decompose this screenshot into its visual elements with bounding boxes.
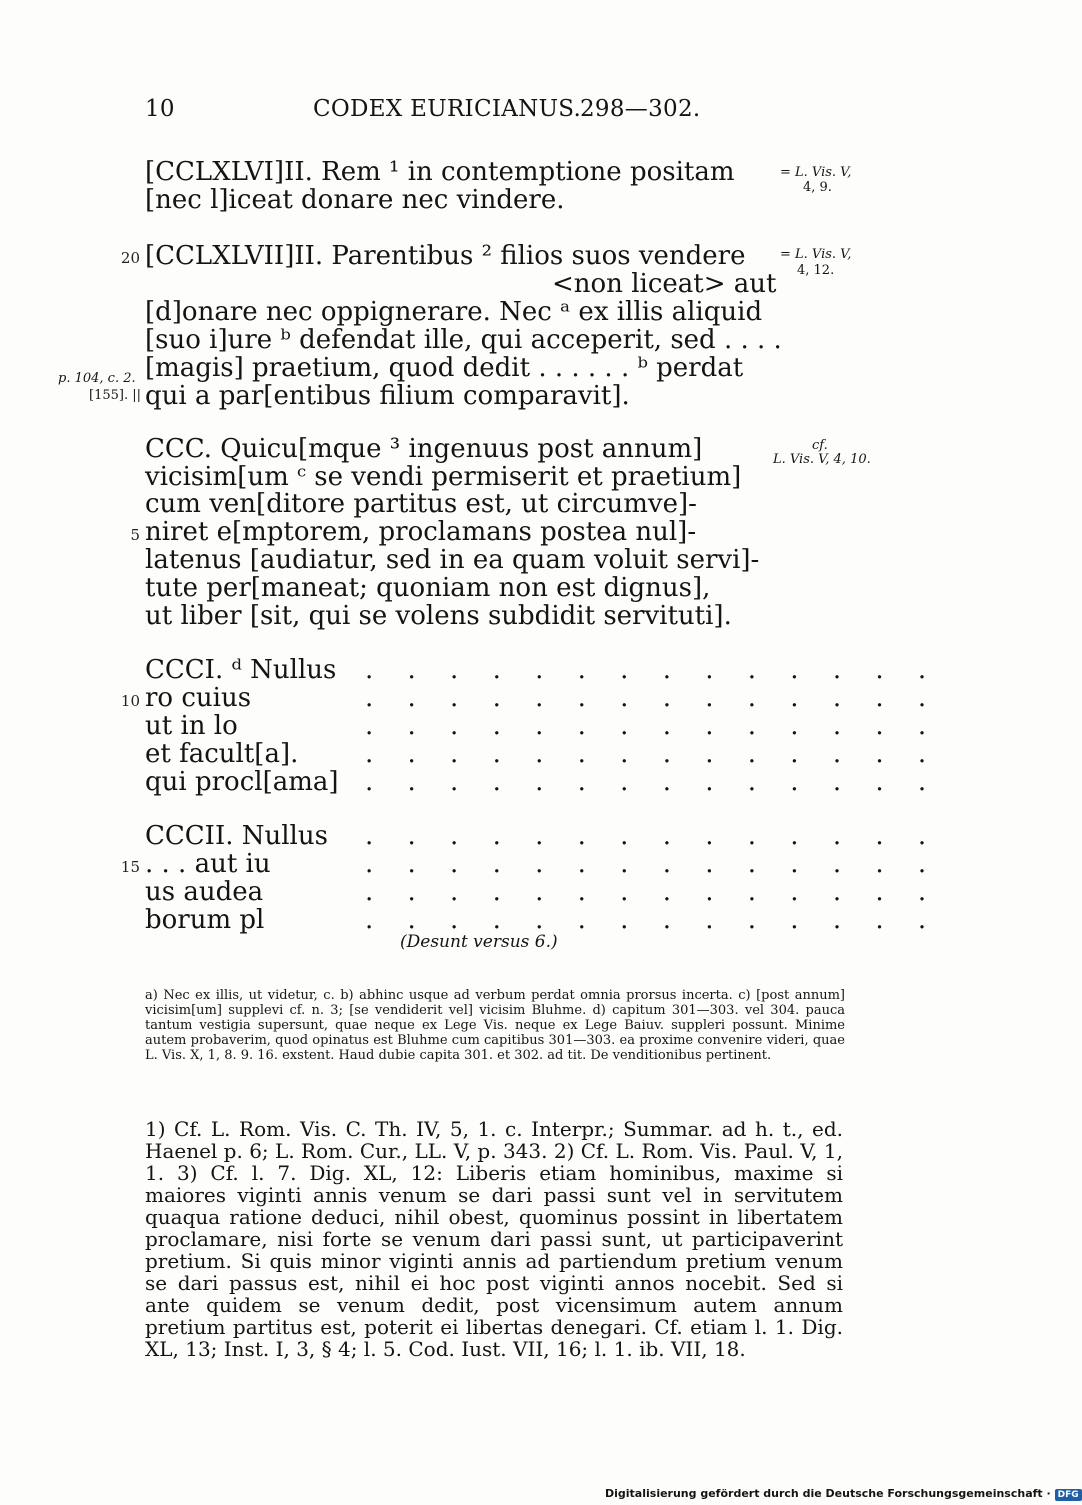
desunt-note: (Desunt versus 6.) — [400, 932, 558, 952]
ch301-dots2: . . . . . . . . . . . . . . — [365, 683, 940, 713]
ch298-line2: [nec l]iceat donare nec vindere. — [145, 185, 565, 215]
ch301-line5: qui procl[ama] — [145, 767, 339, 797]
ch300-line2: vicisim[um ᶜ se vendi permiserit et praetium] — [145, 462, 742, 492]
ch301-dots4: . . . . . . . . . . . . . . — [365, 739, 940, 769]
line-number-15: 15 — [120, 858, 140, 876]
ch298-margin-ref2: 4, 9. — [803, 180, 832, 195]
ch300-line1: CCC. Quicu[mque ³ ingenuus post annum] — [145, 434, 703, 464]
ch302-line3: us audea — [145, 877, 264, 907]
ch300-line6: tute per[maneat; quoniam non est dignus], — [145, 573, 711, 603]
digitization-credit-text: Digitalisierung gefördert durch die Deutsche Forschungsgemeinschaft · — [605, 1487, 1051, 1500]
side-ref-folio: [155]. || — [89, 388, 141, 403]
ch300-line3: cum ven[ditore partitus est, ut circumve]- — [145, 489, 697, 519]
ch302-dots1: . . . . . . . . . . . . . . — [365, 821, 940, 851]
ch299-line1: [CCLXLVII]II. Parentibus ² filios suos vendere — [145, 241, 746, 271]
side-ref-page: p. 104, c. 2. — [58, 371, 136, 386]
ch300-line7: ut liber [sit, qui se volens subdidit servituti]. — [145, 601, 732, 631]
ch302-line1: CCCII. Nullus — [145, 821, 328, 851]
page-number: 10 — [145, 96, 175, 122]
dfg-logo: DFG — [1055, 1489, 1082, 1501]
ch299-line6: qui a par[entibus filium comparavit]. — [145, 381, 630, 411]
ch299-margin-ref: = L. Vis. V, — [780, 247, 852, 262]
ch301-line3: ut in lo — [145, 711, 238, 741]
ch299-line2: <non liceat> aut — [552, 269, 777, 299]
ch301-line1: CCCI. ᵈ Nullus — [145, 655, 337, 685]
ch299-line4: [suo i]ure ᵇ defendat ille, qui acceperit, sed . . . . — [145, 325, 782, 355]
ch299-line3: [d]onare nec oppignerare. Nec ᵃ ex illis aliquid — [145, 297, 763, 327]
running-title: CODEX EURICIANUS. — [313, 96, 582, 122]
ch302-line2: . . . aut iu — [145, 849, 271, 879]
ch300-margin-ref2: L. Vis. V, 4, 10. — [773, 452, 871, 467]
ch301-dots1: . . . . . . . . . . . . . . — [365, 655, 940, 685]
digitization-credit — [605, 1487, 1082, 1501]
ch301-line4: et facult[a]. — [145, 739, 299, 769]
line-number-10: 10 — [120, 692, 140, 710]
ch299-margin-ref2: 4, 12. — [797, 263, 835, 278]
apparatus-criticus: a) Nec ex illis, ut videtur, c. b) abhinc usque ad verbum perdat omnia prorsus incerta. c) [post annum] vicisim[um] supplevi cf. n. 3; [se vendiderit vel] vicisim Bluhme. d) capitum 301—303. vel 304. pauca tantum vestigia supersunt, quae neque ex Lege Vis. neque ex Lege Baiuv. suppleri possunt. Minime autem probaverim, quod opinatus est Bluhme cum capitibus 301—303. ea proxime convenire videri, quae L. Vis. X, 1, 8. 9. 16. exstent. Haud dubie capita 301. et 302. ad tit. De venditionibus pertinent. — [145, 988, 845, 1063]
ch299-line5: [magis] praetium, quod dedit . . . . . . ᵇ perdat — [145, 353, 744, 383]
line-number-20: 20 — [120, 249, 140, 267]
ch298-margin-ref: = L. Vis. V, — [780, 165, 852, 180]
ch300-line4: niret e[mptorem, proclamans postea nul]- — [145, 517, 697, 547]
ch302-line4: borum pl — [145, 905, 265, 935]
ch301-dots3: . . . . . . . . . . . . . . — [365, 711, 940, 741]
chapter-range: 298—302. — [580, 96, 701, 122]
ch298-line1: [CCLXLVI]II. Rem ¹ in contemptione positam — [145, 157, 735, 187]
ch301-line2: ro cuius — [145, 683, 252, 713]
ch300-line5: latenus [audiatur, sed in ea quam voluit servi]- — [145, 545, 760, 575]
ch300-margin-ref1: cf. — [812, 438, 828, 453]
ch302-dots4: . . . . . . . . . . . . . . — [365, 905, 940, 935]
ch302-dots2: . . . . . . . . . . . . . . — [365, 849, 940, 879]
ch301-dots5: . . . . . . . . . . . . . . — [365, 767, 940, 797]
ch302-dots3: . . . . . . . . . . . . . . — [365, 877, 940, 907]
line-number-5: 5 — [130, 526, 140, 544]
footnotes: 1) Cf. L. Rom. Vis. C. Th. IV, 5, 1. c. Interpr.; Summar. ad h. t., ed. Haenel p. 6; L. Rom. Cur., LL. V, p. 343. 2) Cf. L. Rom. Vis. Paul. V, 1, 1. 3) Cf. l. 7. Dig. XL, 12: Liberis etiam hominibus, maxime si maiores viginti annis venum se dari passi sunt vel in servitutem quaqua ratione deduci, nihil obest, quominus possint in libertatem proclamare, nisi forte se venum dari passi sunt, ut participaverint pretium. Si quis minor viginti annis ad partiendum pretium venum se dari passus est, nihil ei hoc post viginti annos nocebit. Sed si ante quidem se venum dedit, post vicensimum autem annum pretium partitus est, poterit ei libertas denegari. Cf. etiam l. 1. Dig. XL, 13; Inst. I, 3, § 4; l. 5. Cod. Iust. VII, 16; l. 1. ib. VII, 18. — [145, 1117, 843, 1361]
